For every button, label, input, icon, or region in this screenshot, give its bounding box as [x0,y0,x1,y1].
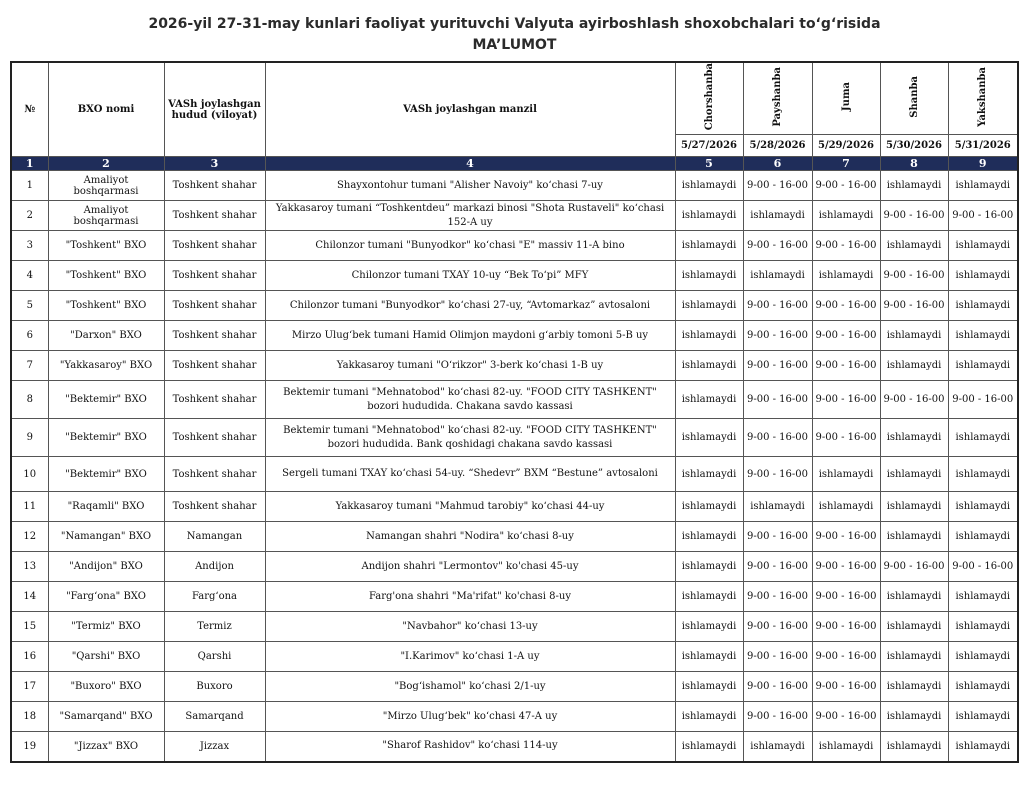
row-number-cell: 16 [11,642,48,672]
schedule-cell-day-5: ishlamaydi [948,732,1018,762]
schedule-cell-day-2: ishlamaydi [743,732,812,762]
schedule-cell-day-1: ishlamaydi [675,419,743,457]
row-number-cell: 18 [11,702,48,732]
column-number: 2 [48,157,164,171]
schedule-cell-day-5: 9-00 - 16-00 [948,201,1018,231]
region-cell: Toshkent shahar [164,231,265,261]
bxo-name-cell: "Samarqand" BXO [48,702,164,732]
region-cell: Toshkent shahar [164,261,265,291]
bxo-name-cell: "Bektemir" BXO [48,457,164,492]
bxo-name-cell: "Termiz" BXO [48,612,164,642]
bxo-name-cell: "Raqamli" BXO [48,492,164,522]
schedule-cell-day-3: 9-00 - 16-00 [812,702,880,732]
table-row [11,419,1018,457]
table-row [11,201,1018,231]
region-cell: Andijon [164,552,265,582]
header-day-5 [948,62,1018,135]
table-row [11,171,1018,201]
schedule-cell-day-1: ishlamaydi [675,171,743,201]
schedule-cell-day-1: ishlamaydi [675,261,743,291]
schedule-cell-day-3: 9-00 - 16-00 [812,171,880,201]
header-day-4-label: Shanba [908,76,920,118]
address-cell: Chilonzor tumani "Bunyodkor" ko‘chasi "E" massiv 11-A bino [265,231,675,261]
table-row [11,261,1018,291]
schedule-cell-day-1: ishlamaydi [675,702,743,732]
schedule-cell-day-4: 9-00 - 16-00 [880,381,948,419]
schedule-cell-day-5: ishlamaydi [948,291,1018,321]
region-cell: Termiz [164,612,265,642]
schedule-cell-day-4: ishlamaydi [880,642,948,672]
table-row [11,552,1018,582]
schedule-cell-day-2: ishlamaydi [743,492,812,522]
header-date-1: 5/27/2026 [675,135,743,157]
address-cell: Sergeli tumani TXAY ko‘chasi 54-uy. “Shedevr” BXM “Bestune” avtosaloni [265,457,675,492]
schedule-cell-day-3: 9-00 - 16-00 [812,552,880,582]
region-cell: Toshkent shahar [164,291,265,321]
schedule-cell-day-1: ishlamaydi [675,351,743,381]
schedule-cell-day-1: ishlamaydi [675,457,743,492]
schedule-cell-day-4: ishlamaydi [880,672,948,702]
table-row [11,457,1018,492]
schedule-cell-day-5: ishlamaydi [948,321,1018,351]
schedule-cell-day-3: 9-00 - 16-00 [812,321,880,351]
address-cell: "Bog‘ishamol" ko‘chasi 2/1-uy [265,672,675,702]
schedule-cell-day-4: 9-00 - 16-00 [880,552,948,582]
bxo-name-cell: "Buxoro" BXO [48,672,164,702]
address-cell: Yakkasaroy tumani "Mahmud tarobiy" ko‘chasi 44-uy [265,492,675,522]
table-row [11,732,1018,762]
header-day-1 [675,62,743,135]
region-cell: Qarshi [164,642,265,672]
row-number-cell: 5 [11,291,48,321]
schedule-cell-day-3: 9-00 - 16-00 [812,672,880,702]
schedule-cell-day-3: ishlamaydi [812,457,880,492]
region-cell: Samarqand [164,702,265,732]
region-cell: Toshkent shahar [164,381,265,419]
bxo-name-cell: "Darxon" BXO [48,321,164,351]
bxo-name-cell: "Jizzax" BXO [48,732,164,762]
schedule-cell-day-1: ishlamaydi [675,582,743,612]
schedule-cell-day-2: 9-00 - 16-00 [743,351,812,381]
schedule-cell-day-3: ishlamaydi [812,261,880,291]
schedule-cell-day-3: 9-00 - 16-00 [812,419,880,457]
schedule-cell-day-2: ishlamaydi [743,261,812,291]
table-row [11,321,1018,351]
row-number-cell: 8 [11,381,48,419]
region-cell: Toshkent shahar [164,201,265,231]
schedule-cell-day-3: 9-00 - 16-00 [812,522,880,552]
document-subtitle: MA’LUMOT [472,37,557,53]
header-date-2: 5/28/2026 [743,135,812,157]
header-date-3: 5/29/2026 [812,135,880,157]
table-row [11,702,1018,732]
schedule-cell-day-4: 9-00 - 16-00 [880,201,948,231]
schedule-cell-day-5: ishlamaydi [948,582,1018,612]
column-number: 3 [164,157,265,171]
schedule-cell-day-2: 9-00 - 16-00 [743,582,812,612]
region-cell: Buxoro [164,672,265,702]
header-date-5: 5/31/2026 [948,135,1018,157]
schedule-cell-day-1: ishlamaydi [675,231,743,261]
address-cell: Andijon shahri "Lermontov" ko'chasi 45-uy [265,552,675,582]
schedule-cell-day-4: 9-00 - 16-00 [880,261,948,291]
address-cell: Mirzo Ulug‘bek tumani Hamid Olimjon maydoni g‘arbiy tomoni 5-B uy [265,321,675,351]
bxo-name-cell: "Toshkent" BXO [48,291,164,321]
schedule-cell-day-5: ishlamaydi [948,642,1018,672]
schedule-cell-day-2: 9-00 - 16-00 [743,642,812,672]
bxo-name-cell: "Farg‘ona" BXO [48,582,164,612]
schedule-cell-day-1: ishlamaydi [675,492,743,522]
row-number-cell: 15 [11,612,48,642]
region-cell: Namangan [164,522,265,552]
region-cell: Toshkent shahar [164,351,265,381]
row-number-cell: 1 [11,171,48,201]
schedule-cell-day-1: ishlamaydi [675,291,743,321]
schedule-cell-day-5: ishlamaydi [948,171,1018,201]
region-cell: Toshkent shahar [164,321,265,351]
column-number: 6 [743,157,812,171]
row-number-cell: 10 [11,457,48,492]
schedule-cell-day-3: 9-00 - 16-00 [812,612,880,642]
schedule-cell-day-2: 9-00 - 16-00 [743,291,812,321]
schedule-cell-day-1: ishlamaydi [675,612,743,642]
address-cell: Namangan shahri "Nodira" ko‘chasi 8-uy [265,522,675,552]
row-number-cell: 4 [11,261,48,291]
column-number: 1 [11,157,48,171]
schedule-cell-day-4: ishlamaydi [880,582,948,612]
column-number: 4 [265,157,675,171]
schedule-cell-day-3: 9-00 - 16-00 [812,291,880,321]
region-cell: Toshkent shahar [164,492,265,522]
header-day-2-label: Payshanba [772,67,783,127]
row-number-cell: 2 [11,201,48,231]
schedule-cell-day-2: 9-00 - 16-00 [743,381,812,419]
table-row [11,291,1018,321]
schedule-cell-day-1: ishlamaydi [675,642,743,672]
region-cell: Toshkent shahar [164,171,265,201]
header-day-3-label: Juma [840,82,852,112]
header-day-2 [743,62,812,135]
schedule-cell-day-3: 9-00 - 16-00 [812,381,880,419]
schedule-cell-day-4: ishlamaydi [880,351,948,381]
schedule-cell-day-1: ishlamaydi [675,522,743,552]
address-cell: Bektemir tumani "Mehnatobod" ko‘chasi 82-uy. "FOOD CITY TASHKENT" bozori hududida. Chakana savdo kassasi [265,381,675,419]
schedule-cell-day-3: ishlamaydi [812,492,880,522]
schedule-cell-day-1: ishlamaydi [675,381,743,419]
address-cell: Chilonzor tumani "Bunyodkor" ko‘chasi 27-uy, “Avtomarkaz” avtosaloni [265,291,675,321]
row-number-cell: 9 [11,419,48,457]
schedule-cell-day-5: ishlamaydi [948,419,1018,457]
schedule-cell-day-4: 9-00 - 16-00 [880,291,948,321]
address-cell: Bektemir tumani "Mehnatobod" ko‘chasi 82-uy. "FOOD CITY TASHKENT" bozori hududida. Bank qoshidagi chakana savdo kassasi [265,419,675,457]
address-cell: Chilonzor tumani TXAY 10-uy “Bek To‘pi” MFY [265,261,675,291]
header-date-4: 5/30/2026 [880,135,948,157]
address-cell: Yakkasaroy tumani “Toshkentdeu” markazi binosi "Shota Rustaveli" ko‘chasi 152-A uy [265,201,675,231]
schedule-cell-day-1: ishlamaydi [675,201,743,231]
schedule-cell-day-2: 9-00 - 16-00 [743,612,812,642]
schedule-cell-day-2: 9-00 - 16-00 [743,419,812,457]
row-number-cell: 3 [11,231,48,261]
schedule-cell-day-2: 9-00 - 16-00 [743,522,812,552]
bxo-name-cell: "Toshkent" BXO [48,261,164,291]
bxo-name-cell: "Andijon" BXO [48,552,164,582]
schedule-cell-day-5: ishlamaydi [948,702,1018,732]
schedule-cell-day-5: ishlamaydi [948,612,1018,642]
schedule-cell-day-4: ishlamaydi [880,522,948,552]
schedule-cell-day-4: ishlamaydi [880,171,948,201]
header-bxo-name: BXO nomi [48,62,164,157]
region-cell: Toshkent shahar [164,457,265,492]
table-row [11,522,1018,552]
schedule-cell-day-2: 9-00 - 16-00 [743,672,812,702]
table-row [11,582,1018,612]
schedule-cell-day-5: 9-00 - 16-00 [948,381,1018,419]
table-row [11,672,1018,702]
schedule-cell-day-4: ishlamaydi [880,732,948,762]
bxo-name-cell: "Yakkasaroy" BXO [48,351,164,381]
bxo-name-cell: "Bektemir" BXO [48,381,164,419]
address-cell: Farg'ona shahri "Ma'rifat" ko'chasi 8-uy [265,582,675,612]
bxo-name-cell: "Qarshi" BXO [48,642,164,672]
table-row [11,351,1018,381]
region-cell: Farg‘ona [164,582,265,612]
schedule-cell-day-5: ishlamaydi [948,522,1018,552]
address-cell: Yakkasaroy tumani "O‘rikzor" 3-berk ko‘chasi 1-B uy [265,351,675,381]
table-row [11,492,1018,522]
header-day-3 [812,62,880,135]
row-number-cell: 6 [11,321,48,351]
schedule-cell-day-3: 9-00 - 16-00 [812,231,880,261]
schedule-cell-day-5: ishlamaydi [948,492,1018,522]
schedule-cell-day-5: 9-00 - 16-00 [948,552,1018,582]
schedule-cell-day-3: ishlamaydi [812,201,880,231]
bxo-name-cell: "Bektemir" BXO [48,419,164,457]
schedule-cell-day-4: ishlamaydi [880,419,948,457]
document-title: 2026-yil 27-31-may kunlari faoliyat yurituvchi Valyuta ayirboshlash shoxobchalari to‘g‘risida [148,16,881,32]
schedule-cell-day-4: ishlamaydi [880,457,948,492]
column-number: 7 [812,157,880,171]
schedule-cell-day-5: ishlamaydi [948,231,1018,261]
row-number-cell: 7 [11,351,48,381]
schedule-cell-day-5: ishlamaydi [948,351,1018,381]
schedule-cell-day-3: 9-00 - 16-00 [812,642,880,672]
schedule-cell-day-2: 9-00 - 16-00 [743,457,812,492]
column-number: 8 [880,157,948,171]
schedule-cell-day-5: ishlamaydi [948,672,1018,702]
schedule-cell-day-4: ishlamaydi [880,612,948,642]
exchange-points-table [10,61,1019,763]
region-cell: Toshkent shahar [164,419,265,457]
schedule-cell-day-4: ishlamaydi [880,492,948,522]
schedule-cell-day-2: 9-00 - 16-00 [743,321,812,351]
header-region: VASh joylashgan hudud (viloyat) [164,62,265,157]
address-cell: Shayxontohur tumani "Alisher Navoiy" ko‘chasi 7-uy [265,171,675,201]
row-number-cell: 11 [11,492,48,522]
schedule-cell-day-4: ishlamaydi [880,231,948,261]
schedule-cell-day-1: ishlamaydi [675,552,743,582]
header-address: VASh joylashgan manzil [265,62,675,157]
header-day-4 [880,62,948,135]
header-number: № [11,62,48,157]
address-cell: "Navbahor" ko‘chasi 13-uy [265,612,675,642]
schedule-cell-day-3: 9-00 - 16-00 [812,351,880,381]
row-number-cell: 13 [11,552,48,582]
row-number-cell: 19 [11,732,48,762]
header-day-1-label: Chorshanba [703,63,715,131]
region-cell: Jizzax [164,732,265,762]
header-day-5-label: Yakshanba [977,67,989,127]
row-number-cell: 12 [11,522,48,552]
table-row [11,381,1018,419]
schedule-cell-day-1: ishlamaydi [675,672,743,702]
schedule-cell-day-5: ishlamaydi [948,457,1018,492]
table-row [11,231,1018,261]
column-number: 5 [675,157,743,171]
schedule-cell-day-3: ishlamaydi [812,732,880,762]
row-number-cell: 17 [11,672,48,702]
schedule-cell-day-1: ishlamaydi [675,732,743,762]
schedule-cell-day-3: 9-00 - 16-00 [812,582,880,612]
column-number: 9 [948,157,1018,171]
schedule-cell-day-2: 9-00 - 16-00 [743,231,812,261]
schedule-cell-day-2: 9-00 - 16-00 [743,702,812,732]
table-row [11,642,1018,672]
address-cell: "I.Karimov" ko‘chasi 1-A uy [265,642,675,672]
table-row [11,612,1018,642]
table-body [11,171,1018,762]
bxo-name-cell: Amaliyot boshqarmasi [48,201,164,231]
bxo-name-cell: "Namangan" BXO [48,522,164,552]
schedule-cell-day-2: ishlamaydi [743,201,812,231]
address-cell: "Mirzo Ulug‘bek" ko‘chasi 47-A uy [265,702,675,732]
schedule-cell-day-2: 9-00 - 16-00 [743,552,812,582]
schedule-cell-day-4: ishlamaydi [880,702,948,732]
row-number-cell: 14 [11,582,48,612]
schedule-cell-day-2: 9-00 - 16-00 [743,171,812,201]
schedule-cell-day-5: ishlamaydi [948,261,1018,291]
bxo-name-cell: Amaliyot boshqarmasi [48,171,164,201]
bxo-name-cell: "Toshkent" BXO [48,231,164,261]
schedule-cell-day-4: ishlamaydi [880,321,948,351]
schedule-cell-day-1: ishlamaydi [675,321,743,351]
address-cell: "Sharof Rashidov" ko‘chasi 114-uy [265,732,675,762]
